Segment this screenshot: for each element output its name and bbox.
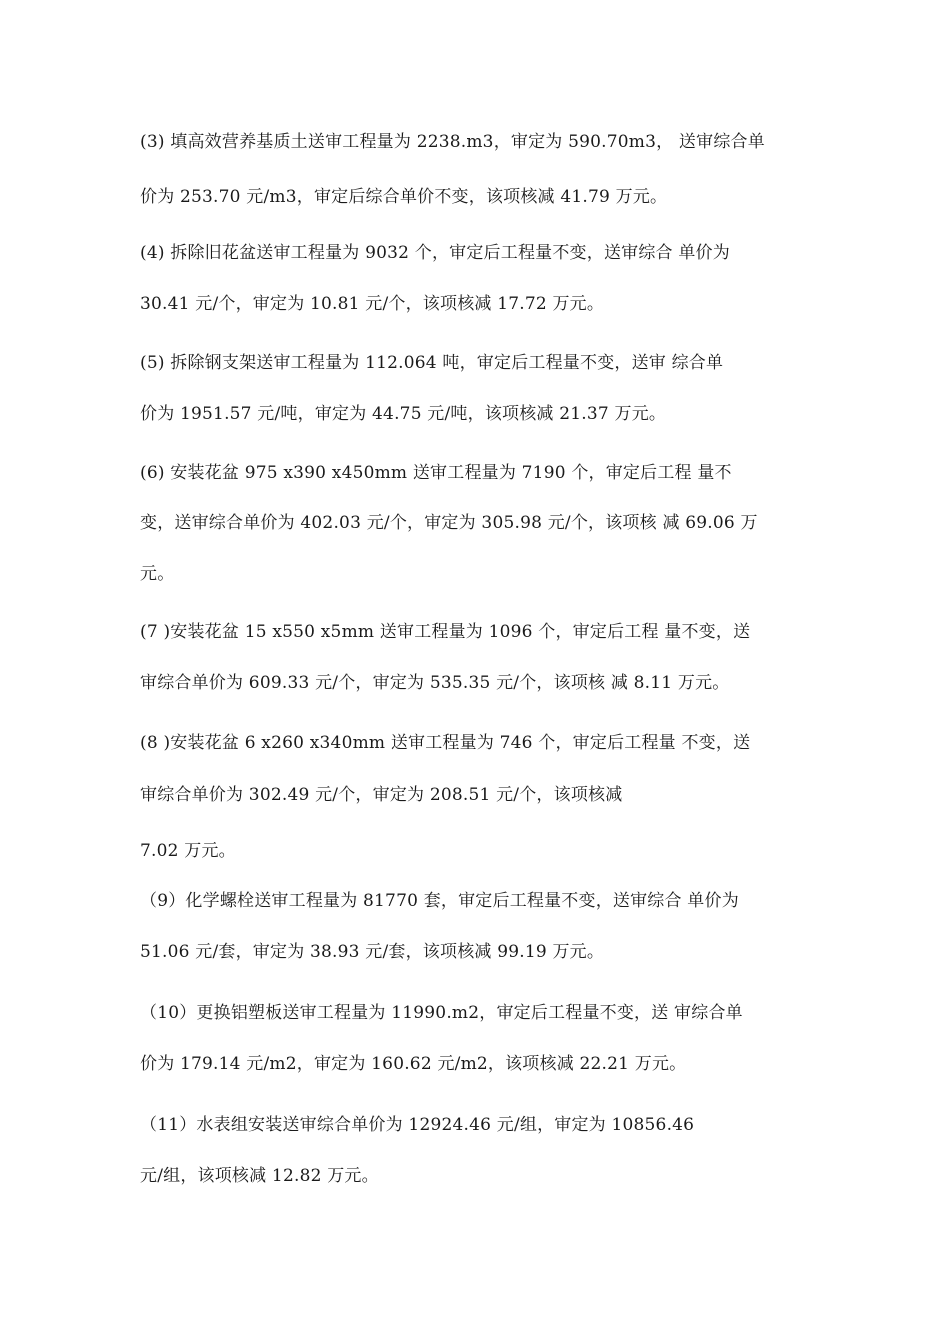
text-line: (3) 填高效营养基质土送审工程量为 2238.m3，审定为 590.70m3， 送审综合单 <box>140 132 765 152</box>
text-line: (8 )安装花盆 6 x260 x340mm 送审工程量为 746 个，审定后工程量 不变，送 <box>140 733 751 753</box>
text-line: 变，送审综合单价为 402.03 元/个，审定为 305.98 元/个，该项核 减 69.06 万 <box>140 513 758 533</box>
text-line: 价为 179.14 元/m2，审定为 160.62 元/m2，该项核减 22.21 万元。 <box>140 1054 687 1074</box>
text-line: 元。 <box>140 564 175 584</box>
text-line: 元/组，该项核减 12.82 万元。 <box>140 1166 379 1186</box>
text-line: 30.41 元/个，审定为 10.81 元/个，该项核减 17.72 万元。 <box>140 294 605 314</box>
text-line: (6) 安装花盆 975 x390 x450mm 送审工程量为 7190 个，审定后工程 量不 <box>140 463 732 483</box>
text-line: (4) 拆除旧花盆送审工程量为 9032 个，审定后工程量不变，送审综合 单价为 <box>140 243 730 263</box>
text-line: (7 )安装花盆 15 x550 x5mm 送审工程量为 1096 个，审定后工程 量不变，送 <box>140 622 751 642</box>
text-line: 审综合单价为 609.33 元/个，审定为 535.35 元/个，该项核 减 8.11 万元。 <box>140 673 730 693</box>
text-line: 7.02 万元。 <box>140 841 236 861</box>
text-line: 审综合单价为 302.49 元/个，审定为 208.51 元/个，该项核减 <box>140 785 623 805</box>
text-line: （9）化学螺栓送审工程量为 81770 套，审定后工程量不变，送审综合 单价为 <box>140 891 739 911</box>
text-line: （10）更换铝塑板送审工程量为 11990.m2，审定后工程量不变，送 审综合单 <box>140 1003 743 1023</box>
text-line: 51.06 元/套，审定为 38.93 元/套，该项核减 99.19 万元。 <box>140 942 605 962</box>
text-line: 价为 253.70 元/m3，审定后综合单价不变，该项核减 41.79 万元。 <box>140 187 668 207</box>
text-line: （11）水表组安装送审综合单价为 12924.46 元/组，审定为 10856.46 <box>140 1115 695 1135</box>
text-line: 价为 1951.57 元/吨，审定为 44.75 元/吨，该项核减 21.37 万元。 <box>140 404 667 424</box>
text-line: (5) 拆除钢支架送审工程量为 112.064 吨，审定后工程量不变，送审 综合单 <box>140 353 724 373</box>
